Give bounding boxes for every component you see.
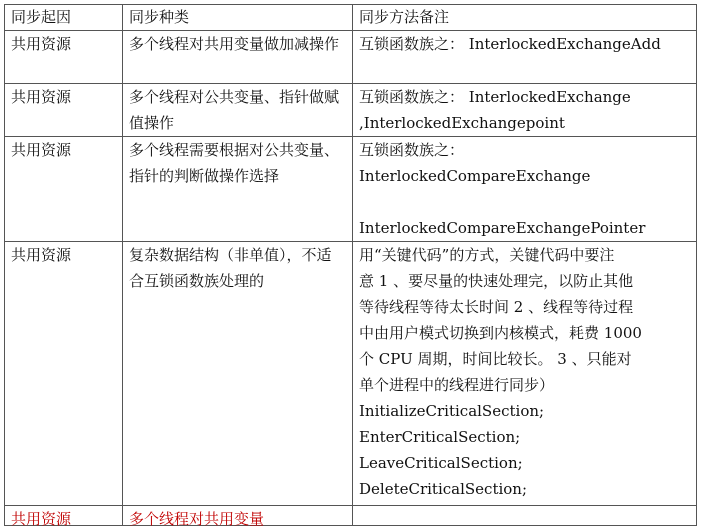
notes-line: 用“关键代码”的方式，关键代码中要注: [359, 246, 615, 264]
notes-blank-line: [359, 189, 690, 215]
table-row: [5, 242, 697, 506]
notes-line: 互锁函数族之： InterlockedExchangeAdd: [359, 35, 661, 53]
kind-cell: 多个线程对公共变量、指针做赋值操作: [123, 84, 353, 137]
notes-line: ,InterlockedExchangepoint: [359, 114, 565, 132]
table-header-row: [5, 5, 697, 31]
notes-line: EnterCriticalSection;: [359, 428, 521, 446]
notes-cell: [353, 242, 697, 506]
notes-cell: [353, 84, 697, 137]
table-row: [5, 31, 697, 84]
notes-line: InterlockedCompareExchange: [359, 167, 591, 185]
notes-line: 单个进程中的线程进行同步）: [359, 376, 555, 394]
notes-cell: [353, 31, 697, 84]
kind-cell: 多个线程对共用变量做加减操作: [123, 31, 353, 84]
cause-cell: 共用资源: [5, 242, 123, 506]
cause-cell: 共用资源: [5, 84, 123, 137]
notes-line: DeleteCriticalSection;: [359, 480, 528, 498]
table-row: [5, 137, 697, 242]
cause-cell-cut: [5, 506, 123, 526]
header-kind: 同步种类: [123, 5, 353, 31]
notes-line: InterlockedCompareExchangePointer: [359, 219, 646, 237]
table-row-cut: [5, 506, 697, 526]
kind-cell: 多个线程需要根据对公共变量、指针的判断做操作选择: [123, 137, 353, 242]
notes-cell-cut: [353, 506, 697, 526]
cause-cell: 共用资源: [5, 137, 123, 242]
notes-line: InitializeCriticalSection;: [359, 402, 545, 420]
notes-line: 互锁函数族之： InterlockedExchange: [359, 88, 631, 106]
sync-methods-table: [4, 4, 697, 526]
notes-line: 中由用户模式切换到内核模式，耗费 1000: [359, 324, 642, 342]
header-notes: 同步方法备注: [353, 5, 697, 31]
notes-line: 等待线程等待太长时间 2 、线程等待过程: [359, 298, 634, 316]
kind-cell: 复杂数据结构（非单值），不适合互锁函数族处理的: [123, 242, 353, 506]
table-row: [5, 84, 697, 137]
notes-line: 意 1 、要尽量的快速处理完，以防止其他: [359, 272, 634, 290]
notes-cell: [353, 137, 697, 242]
header-cause: 同步起因: [5, 5, 123, 31]
kind-cell-cut: [123, 506, 353, 526]
cut-row-cause: 共用资源: [11, 510, 72, 528]
notes-line: 个 CPU 周期，时间比较长。 3 、只能对: [359, 350, 632, 368]
notes-line: LeaveCriticalSection;: [359, 454, 523, 472]
cut-row-kind: 多个线程对共用变量: [129, 510, 265, 528]
cause-cell: 共用资源: [5, 31, 123, 84]
notes-line: 互锁函数族之：: [359, 141, 465, 159]
